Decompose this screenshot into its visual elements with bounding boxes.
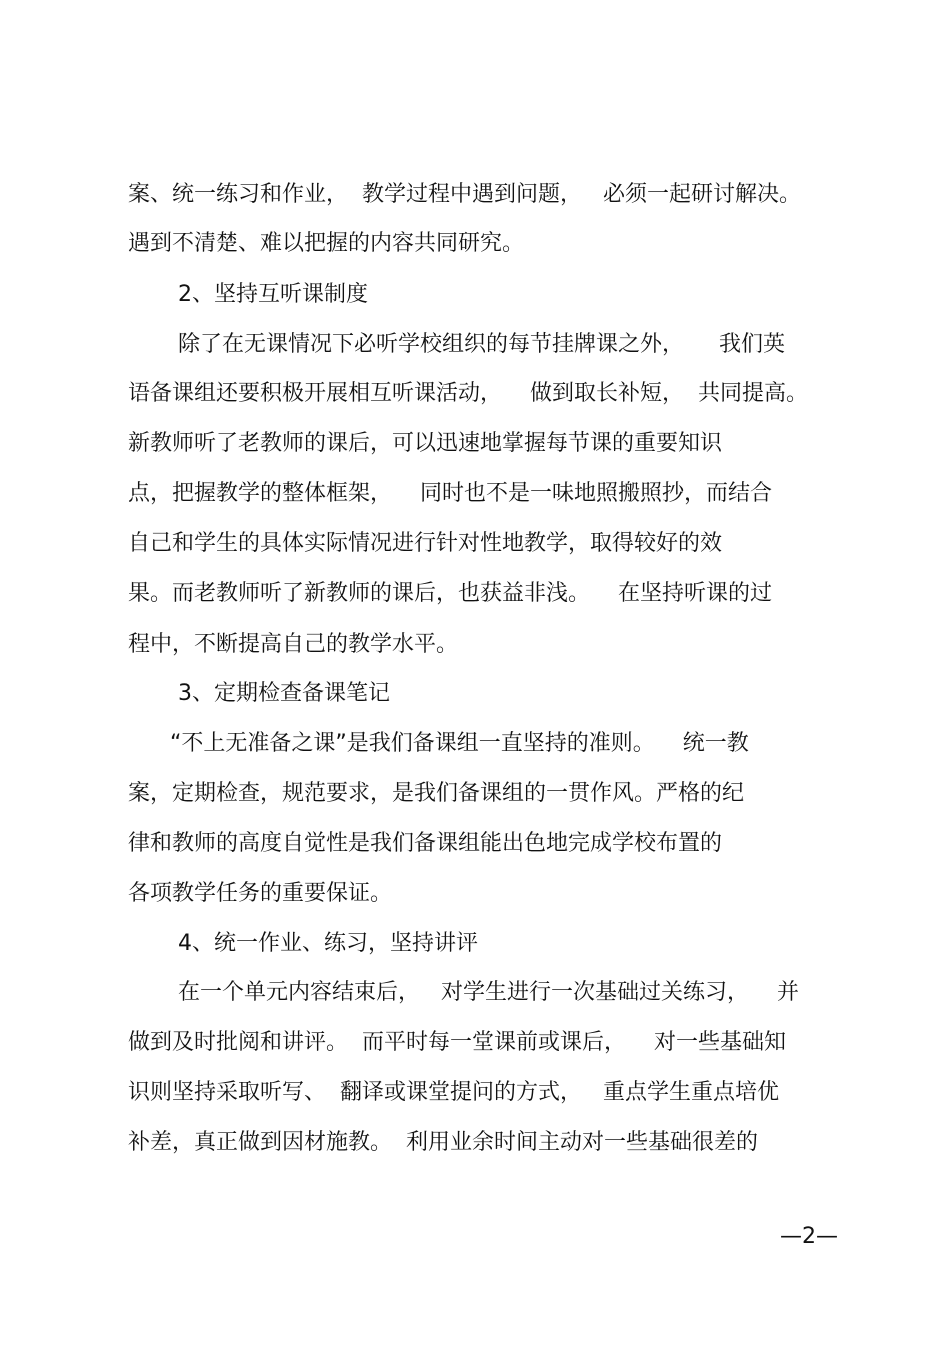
page-number: —2— <box>780 1224 838 1249</box>
text-line: 新教师听了老教师的课后，可以迅速地掌握每节课的重要知识 <box>128 431 723 456</box>
text-line: 遇到不清楚、难以把握的内容共同研究。 <box>128 231 525 256</box>
text-line: 补差，真正做到因材施教。 利用业余时间主动对一些基础很差的 <box>128 1130 758 1155</box>
text-line: 程中，不断提高自己的教学水平。 <box>128 632 459 657</box>
section-heading: 3、定期检查备课笔记 <box>178 681 390 706</box>
text-line: 各项教学任务的重要保证。 <box>128 881 393 906</box>
text-line: 律和教师的高度自觉性是我们备课组能出色地完成学校布置的 <box>128 831 723 856</box>
text-line: 自己和学生的具体实际情况进行针对性地教学，取得较好的效 <box>128 531 723 556</box>
text-line: 除了在无课情况下必听学校组织的每节挂牌课之外， 我们英 <box>178 332 785 357</box>
section-heading: 2、坚持互听课制度 <box>178 282 368 307</box>
text-line: 在一个单元内容结束后， 对学生进行一次基础过关练习， 并 <box>178 980 799 1005</box>
text-line: “不上无准备之课”是我们备课组一直坚持的准则。 统一教 <box>170 731 749 756</box>
text-line: 点，把握教学的整体框架， 同时也不是一味地照搬照抄，而结合 <box>128 481 772 506</box>
text-line: 果。而老教师听了新教师的课后，也获益非浅。 在坚持听课的过 <box>128 581 772 606</box>
text-line: 案，定期检查，规范要求，是我们备课组的一贯作风。严格的纪 <box>128 781 745 806</box>
text-line: 语备课组还要积极开展相互听课活动， 做到取长补短， 共同提高。 <box>128 381 808 406</box>
text-line: 案、统一练习和作业， 教学过程中遇到问题， 必须一起研讨解决。 <box>128 182 801 207</box>
text-line: 做到及时批阅和讲评。 而平时每一堂课前或课后， 对一些基础知 <box>128 1030 786 1055</box>
section-heading: 4、统一作业、练习，坚持讲评 <box>178 931 478 956</box>
text-line: 识则坚持采取听写、 翻译或课堂提问的方式， 重点学生重点培优 <box>128 1080 779 1105</box>
